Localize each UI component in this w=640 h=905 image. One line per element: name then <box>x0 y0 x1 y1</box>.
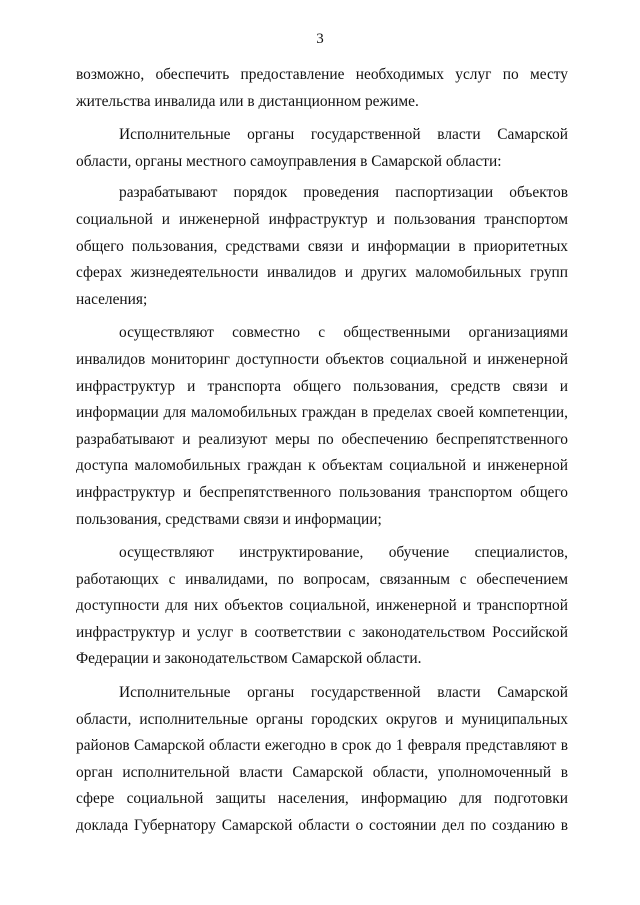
text-line: инвалидов мониторинг доступности объектов социальной и инженерной <box>76 350 568 368</box>
text-line: разрабатывают и реализуют меры по обеспечению беспрепятственного <box>76 430 568 448</box>
text-line: доступа маломобильных граждан к объектам социальной и инженерной <box>76 457 568 475</box>
text-line: орган исполнительной власти Самарской области, уполномоченный в <box>76 763 568 781</box>
text-line: инфраструктур и транспорта общего пользования, средств связи и <box>76 377 568 395</box>
page-number: 3 <box>316 31 324 47</box>
text-line: области, исполнительные органы городских округов и муниципальных <box>76 710 568 728</box>
text-line: информации для маломобильных граждан в пределах своей компетенции, <box>76 404 568 422</box>
paragraph <box>76 320 568 533</box>
paragraph <box>76 180 568 313</box>
text-line: инфраструктур и услуг в соответствии с законодательством Российской <box>76 623 568 641</box>
text-line: населения; <box>76 290 148 308</box>
text-line: Исполнительные органы государственной власти Самарской <box>119 126 568 144</box>
paragraph <box>76 680 568 840</box>
text-line: разрабатывают порядок проведения паспортизации объектов <box>119 184 568 202</box>
text-line: общего пользования, средствами связи и информации в приоритетных <box>76 237 568 255</box>
text-line: районов Самарской области ежегодно в срок до 1 февраля представляют в <box>76 737 568 755</box>
text-line: Исполнительные органы государственной власти Самарской <box>119 684 568 702</box>
text-line: сферах жизнедеятельности инвалидов и других маломобильных групп <box>76 264 568 282</box>
text-line: области, органы местного самоуправления в Самарской области: <box>76 152 502 170</box>
text-line: осуществляют инструктирование, обучение специалистов, <box>119 544 568 562</box>
paragraph <box>76 122 568 175</box>
text-line: доклада Губернатору Самарской области о состоянии дел по созданию в <box>76 817 568 835</box>
text-line: социальной и инженерной инфраструктур и пользования транспортом <box>76 210 568 228</box>
text-line: возможно, обеспечить предоставление необходимых услуг по месту <box>76 66 568 83</box>
text-line: осуществляют совместно с общественными организациями <box>119 324 568 342</box>
text-line: работающих с инвалидами, по вопросам, связанным с обеспечением <box>76 570 568 588</box>
text-line: доступности для них объектов социальной, инженерной и транспортной <box>76 597 568 615</box>
text-line: инфраструктур и беспрепятственного пользования транспортом общего <box>76 483 568 501</box>
text-line: жительства инвалида или в дистанционном режиме. <box>76 92 419 110</box>
paragraph <box>76 540 568 673</box>
text-line: пользования, средствами связи и информации; <box>76 510 382 528</box>
text-line: сфере социальной защиты населения, информацию для подготовки <box>76 790 568 808</box>
text-line: Федерации и законодательством Самарской области. <box>76 650 422 668</box>
paragraph <box>76 62 568 115</box>
document-body <box>76 62 568 840</box>
